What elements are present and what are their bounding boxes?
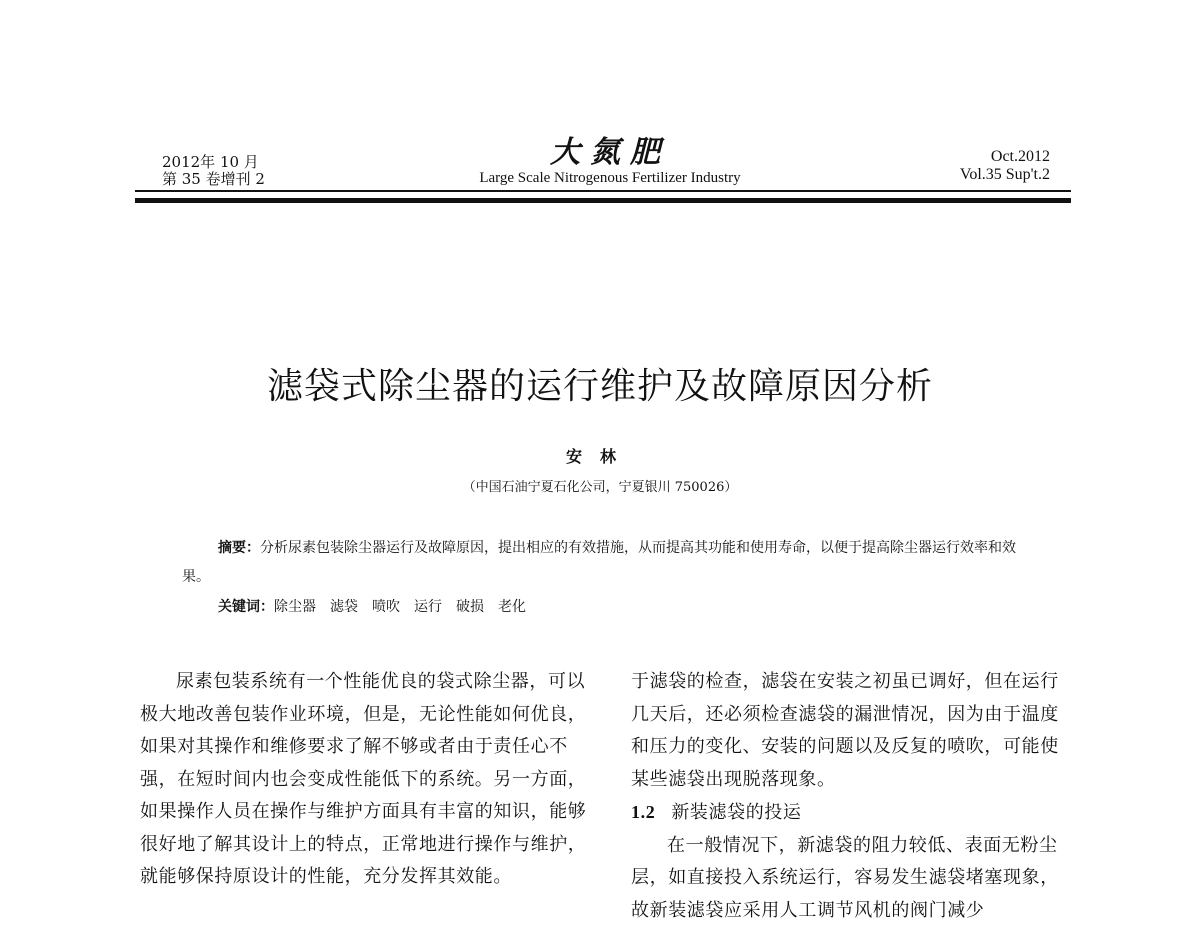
body-paragraph: 在一般情况下，新滤袋的阻力较低、表面无粉尘层，如直接投入系统运行，容易发生滤袋堵塞现象，故新装滤袋应采用人工调节风机的阀门减少 [631, 834, 1059, 921]
author-affiliation: （中国石油宁夏石化公司，宁夏银川 750026） [462, 480, 738, 495]
abstract-text: 分析尿素包装除尘器运行及故障原因，提出相应的有效措施，从而提高其功能和使用寿命，以便于提高除尘器运行效率和效果。 [182, 540, 1016, 585]
journal-masthead [420, 136, 800, 187]
body-paragraph: 尿素包装系统有一个性能优良的袋式除尘器，可以极大地改善包装作业环境，但是，无论性能如何优良，如果对其操作和维修要求了解不够或者由于责任心不强，在短时间内也会变成性能低下的系统。另一方面，如果操作人员在操作与维护方面具有丰富的知识，能够很好地了解其设计上的特点，正常地进行操作与维护，就能够保持原设计的性能，充分发挥其效能。 [140, 671, 587, 887]
header-right [960, 148, 1050, 184]
body-column-left [140, 666, 588, 894]
abstract [182, 534, 1042, 592]
issue-date-cn: 2012年 10 月 [162, 153, 259, 171]
keyword: 喷吹 [372, 599, 400, 615]
article-author: 安林 [565, 447, 634, 466]
abstract-label: 摘要： [218, 540, 260, 556]
journal-logo: 大氮肥 [550, 135, 670, 170]
article-title: 滤袋式除尘器的运行维护及故障原因分析 [266, 366, 933, 407]
keywords-label: 关键词： [218, 599, 274, 615]
issue-volume-en: Vol.35 Sup't.2 [959, 166, 1050, 183]
header-rule-thick [135, 198, 1071, 203]
keyword: 运行 [414, 599, 442, 615]
journal-name-en: Large Scale Nitrogenous Fertilizer Industry [479, 170, 741, 186]
issue-volume-cn: 第 35 卷增刊 2 [162, 170, 265, 188]
keywords [218, 596, 540, 616]
body-paragraph: 于滤袋的检查，滤袋在安装之初虽已调好，但在运行几天后，还必须检查滤袋的漏泄情况，因为由于温度和压力的变化、安装的问题以及反复的喷吹，可能使某些滤袋出现脱落现象。 [631, 671, 1059, 790]
header-rule-thin [135, 190, 1071, 192]
section-heading [631, 796, 1077, 830]
keyword: 老化 [498, 599, 526, 615]
body-column-right [631, 666, 1077, 927]
issue-date-en: Oct.2012 [990, 148, 1050, 165]
keyword: 滤袋 [330, 599, 358, 615]
keyword: 除尘器 [274, 599, 316, 615]
section-number: 1.2 [631, 802, 656, 822]
keyword: 破损 [456, 599, 484, 615]
section-title: 新装滤袋的投运 [671, 802, 802, 823]
header-left [162, 154, 265, 188]
